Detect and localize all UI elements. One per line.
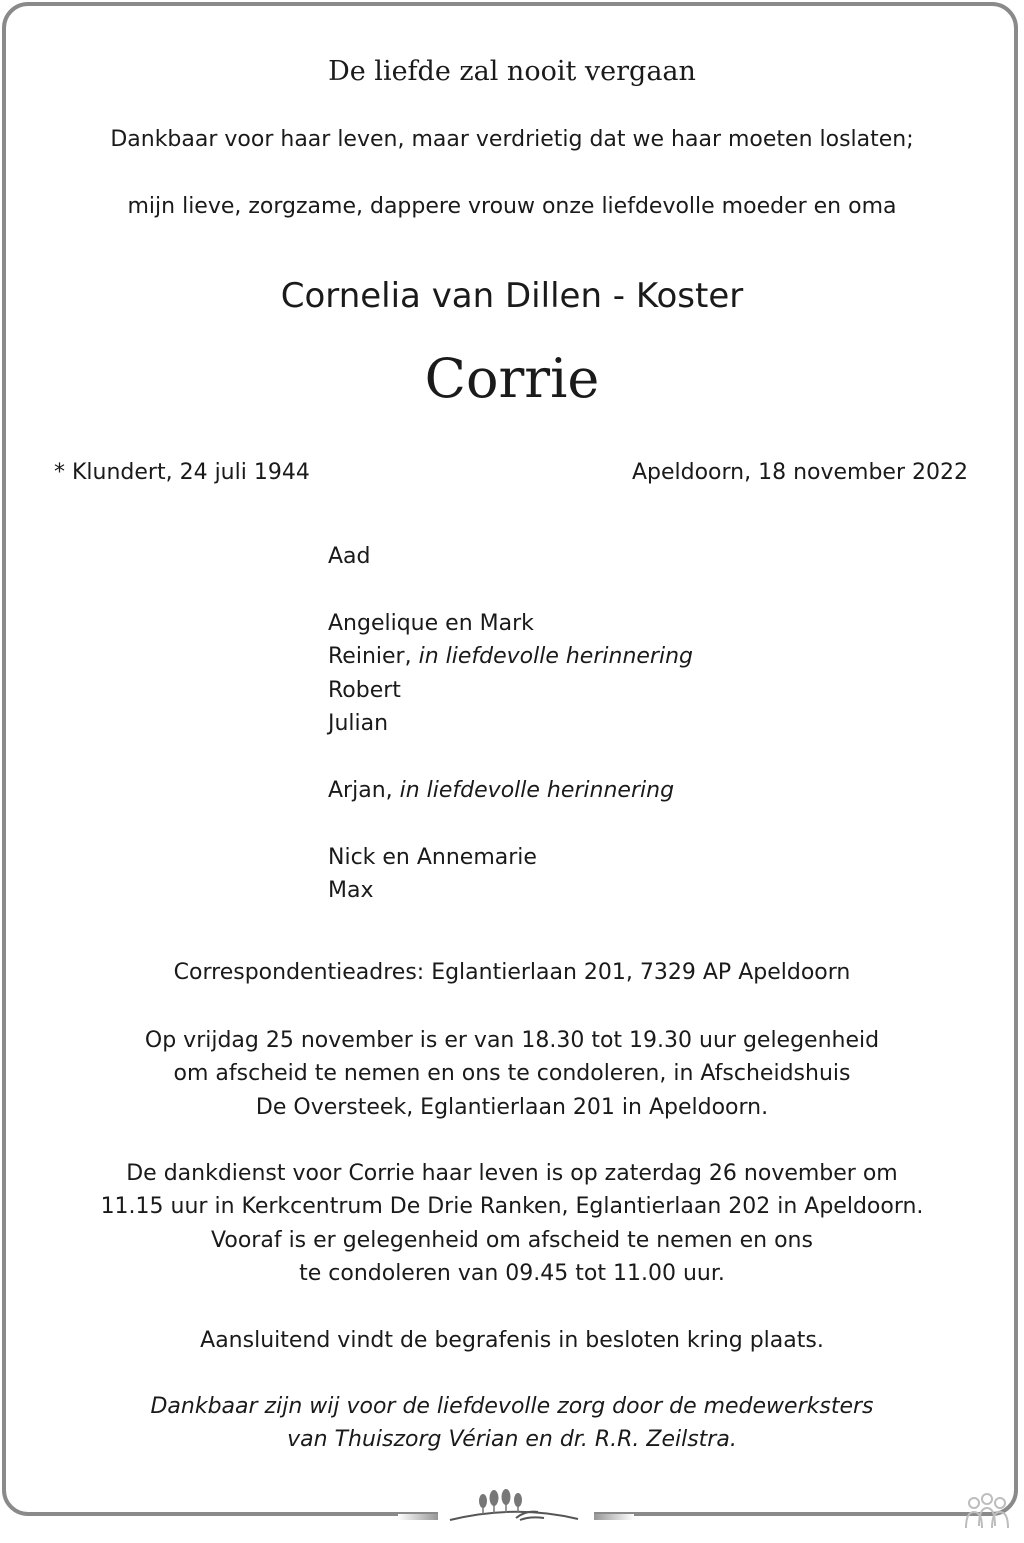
birth-place-date: * Klundert, 24 juli 1944 [54, 460, 310, 485]
intro-line-1: Dankbaar voor haar leven, maar verdrietig dat we haar moeten loslaten; [110, 127, 914, 152]
service-details [0, 1157, 1024, 1291]
people-group-icon [962, 1490, 1012, 1530]
deceased-call-name: Corrie [424, 347, 600, 410]
visitation-line: Op vrijdag 25 november is er van 18.30 tot 19.30 uur gelegenheid [144, 1028, 880, 1053]
thanks-line: van Thuiszorg Vérian en dr. R.R. Zeilstra. [287, 1427, 737, 1453]
family-member: Angelique en Mark [328, 610, 534, 636]
thanks-note [0, 1390, 1024, 1457]
motto-heading: De liefde zal nooit vergaan [328, 56, 696, 87]
visitation-line: De Oversteek, Eglantierlaan 201 in Apeldoorn. [255, 1094, 769, 1120]
correspondence-address: Correspondentieadres: Eglantierlaan 201, 7329 AP Apeldoorn [173, 960, 851, 985]
service-line: te condoleren van 09.45 tot 11.00 uur. [299, 1261, 725, 1287]
family-member [328, 640, 693, 673]
in-memory-note: in liefdevolle herinnering [399, 777, 675, 803]
family-member: Julian [328, 711, 389, 737]
death-place-date: Apeldoorn, 18 november 2022 [631, 460, 968, 485]
service-line: 11.15 uur in Kerkcentrum De Drie Ranken, Eglantierlaan 202 in Apeldoorn. [100, 1194, 924, 1220]
in-memory-note: in liefdevolle herinnering [418, 644, 693, 670]
family-member: Nick en Annemarie [328, 844, 537, 870]
burial-note: Aansluitend vindt de begrafenis in besloten kring plaats. [200, 1328, 824, 1353]
family-member-name: Arjan, [328, 777, 393, 803]
family-member-name: Reinier, [328, 644, 412, 670]
family-member: Max [328, 878, 374, 904]
thanks-line: Dankbaar zijn wij voor de liefdevolle zorg door de medewerksters [150, 1394, 874, 1419]
service-line: De dankdienst voor Corrie haar leven is op zaterdag 26 november om [126, 1161, 898, 1186]
deceased-full-name: Cornelia van Dillen - Koster [280, 276, 744, 316]
family-spouse: Aad [328, 544, 371, 569]
visitation-line: om afscheid te nemen en ons te condoleren, in Afscheidshuis [173, 1061, 851, 1087]
family-list [328, 540, 693, 907]
visitation-details [0, 1024, 1024, 1124]
intro-line-2: mijn lieve, zorgzame, dappere vrouw onze liefdevolle moeder en oma [127, 194, 897, 219]
service-line: Vooraf is er gelegenheid om afscheid te nemen en ons [211, 1227, 813, 1253]
trees-landscape-icon [398, 1486, 634, 1526]
family-member: Robert [328, 677, 401, 703]
family-member [328, 774, 693, 807]
